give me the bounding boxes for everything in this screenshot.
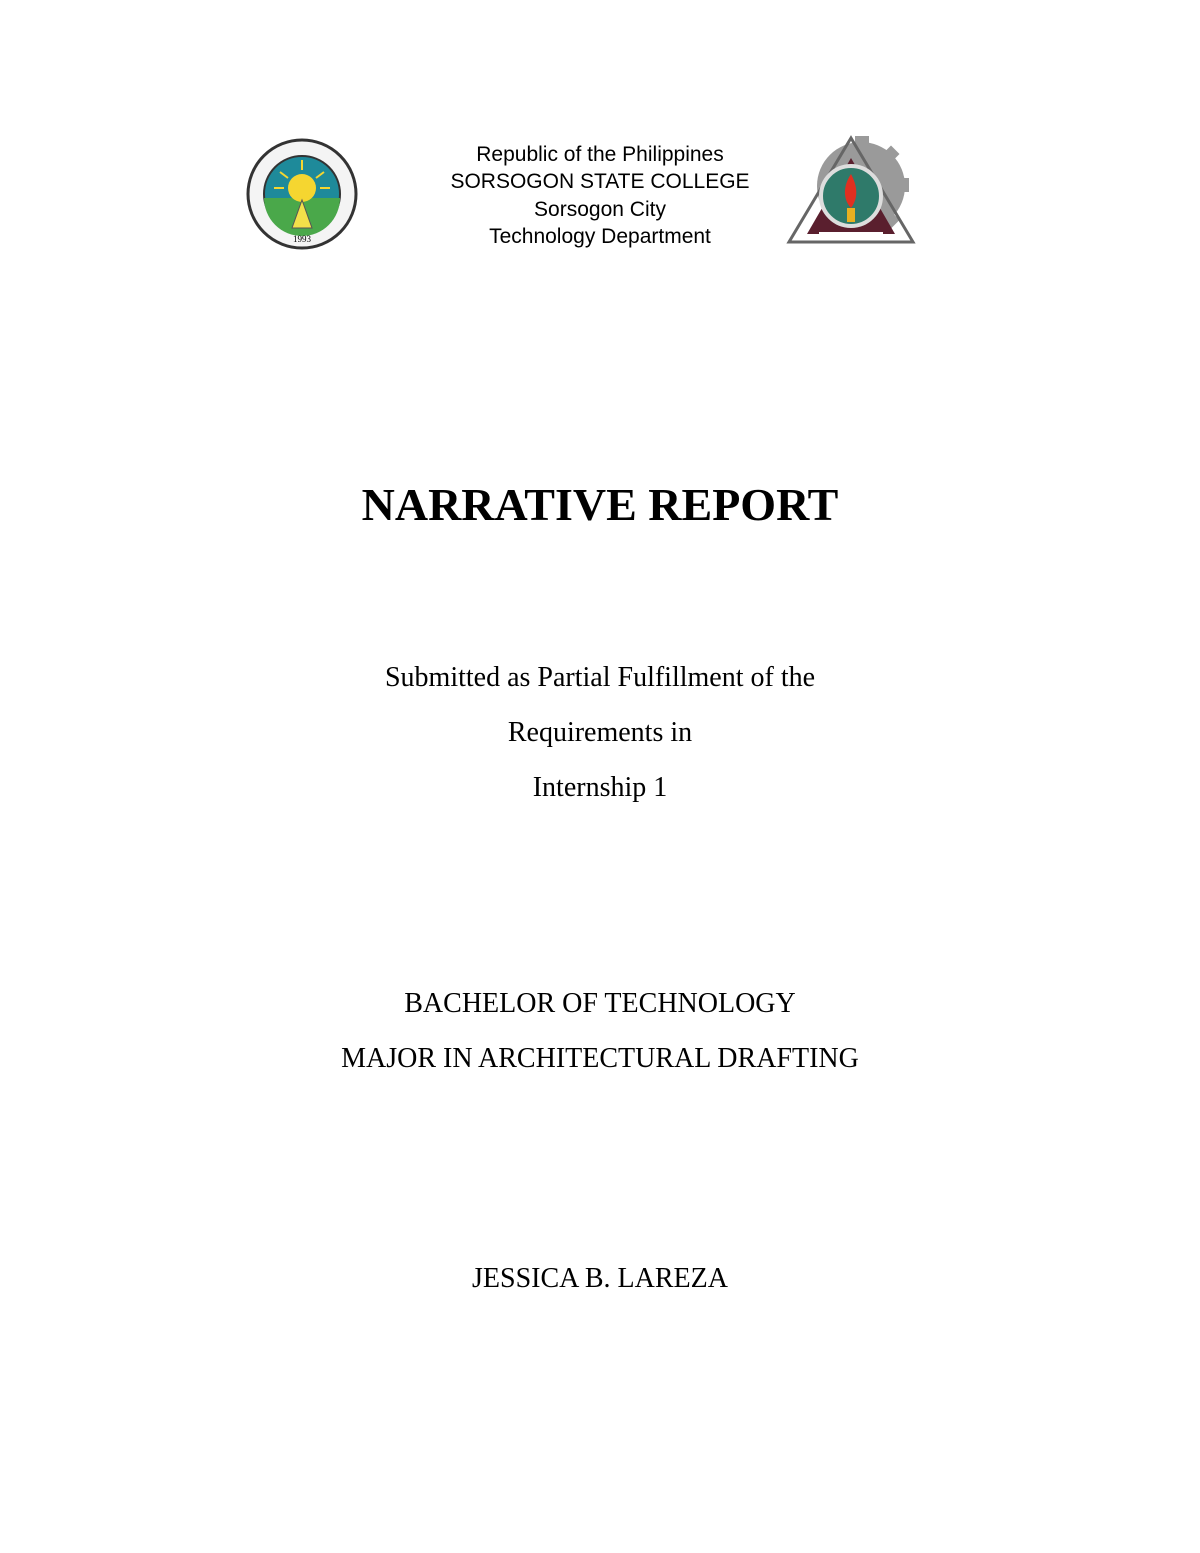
institution-name: SORSOGON STATE COLLEGE — [450, 170, 750, 193]
technology-department-logo — [785, 134, 917, 246]
document-title: NARRATIVE REPORT — [361, 479, 839, 530]
department-line: Technology Department — [489, 225, 711, 248]
submission-line-2: Requirements in — [507, 717, 693, 748]
country-line: Republic of the Philippines — [476, 143, 724, 166]
college-seal-logo — [246, 138, 358, 250]
submission-line-3: Internship 1 — [532, 772, 668, 803]
author-name: JESSICA B. LAREZA — [472, 1263, 728, 1294]
degree-major: MAJOR IN ARCHITECTURAL DRAFTING — [341, 1043, 859, 1074]
submission-line-1: Submitted as Partial Fulfillment of the — [384, 662, 816, 693]
svg-text:1993: 1993 — [293, 234, 311, 244]
degree-program: BACHELOR OF TECHNOLOGY — [404, 988, 796, 1019]
city-line: Sorsogon City — [534, 198, 666, 221]
